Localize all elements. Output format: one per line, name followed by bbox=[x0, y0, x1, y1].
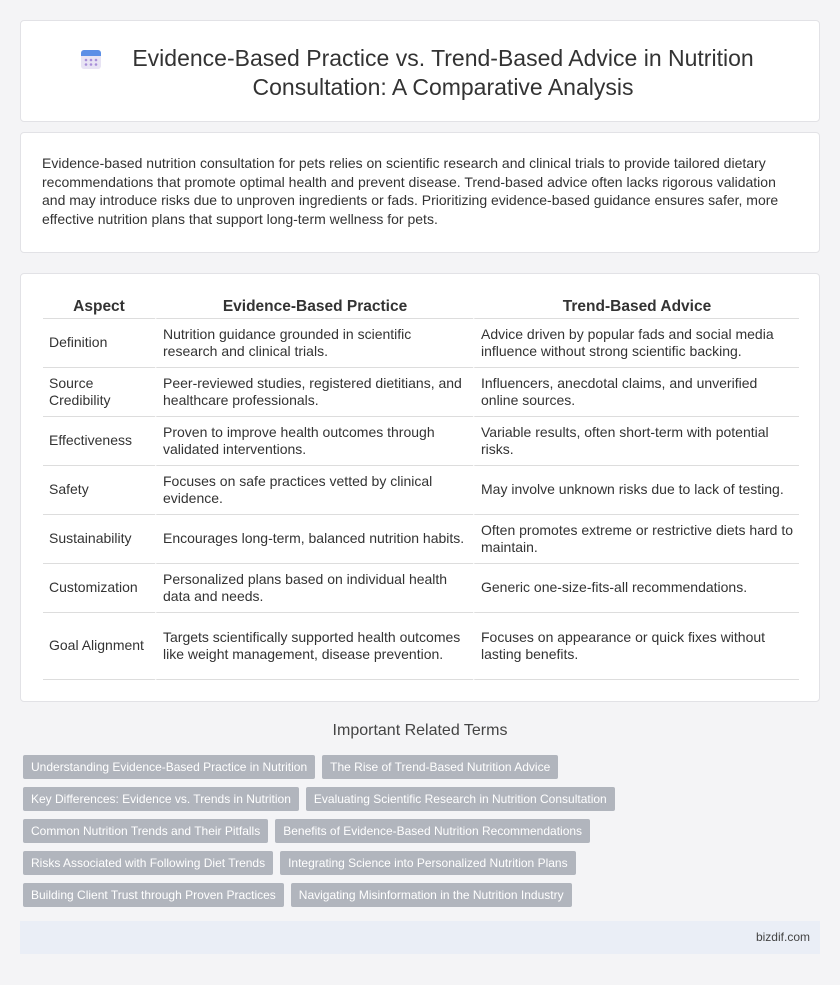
footer-brand-link[interactable]: bizdif.com bbox=[755, 930, 810, 944]
cell-evidence: Proven to improve health outcomes through validated interventions. bbox=[155, 417, 473, 466]
related-term-tag[interactable]: Benefits of Evidence-Based Nutrition Recommendations bbox=[275, 819, 590, 843]
tag-row bbox=[23, 819, 823, 851]
table-row bbox=[43, 319, 799, 368]
cell-aspect: Customization bbox=[43, 564, 155, 613]
related-term-tag[interactable]: The Rise of Trend-Based Nutrition Advice bbox=[322, 755, 558, 779]
cell-trend: Advice driven by popular fads and social media influence without strong scientific backing. bbox=[473, 319, 799, 368]
intro-card bbox=[20, 132, 820, 253]
cell-aspect: Safety bbox=[43, 466, 155, 515]
cell-trend: May involve unknown risks due to lack of testing. bbox=[473, 466, 799, 515]
related-term-tag[interactable]: Key Differences: Evidence vs. Trends in Nutrition bbox=[23, 787, 299, 811]
table-row bbox=[43, 417, 799, 466]
table-header-row bbox=[43, 297, 799, 319]
cell-evidence: Peer-reviewed studies, registered dietitians, and healthcare professionals. bbox=[155, 368, 473, 417]
table-row bbox=[43, 515, 799, 564]
table-row bbox=[43, 466, 799, 515]
tag-row bbox=[23, 851, 823, 883]
table-row bbox=[43, 564, 799, 613]
cell-trend: Variable results, often short-term with potential risks. bbox=[473, 417, 799, 466]
cell-aspect: Sustainability bbox=[43, 515, 155, 564]
tag-row bbox=[23, 883, 823, 915]
footer bbox=[20, 921, 820, 954]
cell-aspect: Goal Alignment bbox=[43, 613, 155, 680]
tag-row bbox=[23, 755, 823, 787]
header-trend-based: Trend-Based Advice bbox=[473, 297, 799, 319]
cell-aspect: Effectiveness bbox=[43, 417, 155, 466]
comparison-table bbox=[43, 297, 799, 680]
table-row bbox=[43, 613, 799, 680]
cell-trend: Focuses on appearance or quick fixes without lasting benefits. bbox=[473, 613, 799, 680]
cell-trend: Often promotes extreme or restrictive diets hard to maintain. bbox=[473, 515, 799, 564]
cell-trend: Generic one-size-fits-all recommendations. bbox=[473, 564, 799, 613]
cell-evidence: Focuses on safe practices vetted by clinical evidence. bbox=[155, 466, 473, 515]
table-row bbox=[43, 368, 799, 417]
header-card bbox=[20, 20, 820, 122]
cell-evidence: Personalized plans based on individual health data and needs. bbox=[155, 564, 473, 613]
cell-evidence: Nutrition guidance grounded in scientific research and clinical trials. bbox=[155, 319, 473, 368]
cell-evidence: Encourages long-term, balanced nutrition habits. bbox=[155, 515, 473, 564]
related-term-tag[interactable]: Common Nutrition Trends and Their Pitfalls bbox=[23, 819, 268, 843]
comparison-card bbox=[20, 273, 820, 702]
related-term-tag[interactable]: Understanding Evidence-Based Practice in Nutrition bbox=[23, 755, 315, 779]
cell-trend: Influencers, anecdotal claims, and unverified online sources. bbox=[473, 368, 799, 417]
related-term-tag[interactable]: Integrating Science into Personalized Nutrition Plans bbox=[280, 851, 576, 875]
page-title: Evidence-Based Practice vs. Trend-Based Advice in Nutrition Consultation: A Comparative Analysis bbox=[132, 45, 754, 100]
intro-paragraph: Evidence-based nutrition consultation for pets relies on scientific research and clinical trials to provide tailored dietary recommendations that promote optimal health and prevent disease. Trend-based advice often lacks rigorous validation and may introduce risks due to unproven ingredients or fads. Prioritizing evidence-based guidance ensures safer, more effective nutrition plans that support long-term wellness for pets. bbox=[42, 155, 779, 227]
related-term-tag[interactable]: Navigating Misinformation in the Nutrition Industry bbox=[291, 883, 572, 907]
cell-aspect: Source Credibility bbox=[43, 368, 155, 417]
cell-evidence: Targets scientifically supported health outcomes like weight management, disease prevention. bbox=[155, 613, 473, 680]
related-terms-heading: Important Related Terms bbox=[332, 722, 508, 739]
calendar-icon bbox=[79, 47, 103, 71]
tag-row bbox=[23, 787, 823, 819]
header-evidence-based: Evidence-Based Practice bbox=[155, 297, 473, 319]
cell-aspect: Definition bbox=[43, 319, 155, 368]
related-term-tag[interactable]: Risks Associated with Following Diet Trends bbox=[23, 851, 273, 875]
header-aspect: Aspect bbox=[43, 297, 155, 319]
related-term-tag[interactable]: Evaluating Scientific Research in Nutrition Consultation bbox=[306, 787, 615, 811]
related-term-tag[interactable]: Building Client Trust through Proven Practices bbox=[23, 883, 284, 907]
related-terms-list bbox=[23, 755, 823, 915]
title-wrap bbox=[21, 44, 819, 102]
